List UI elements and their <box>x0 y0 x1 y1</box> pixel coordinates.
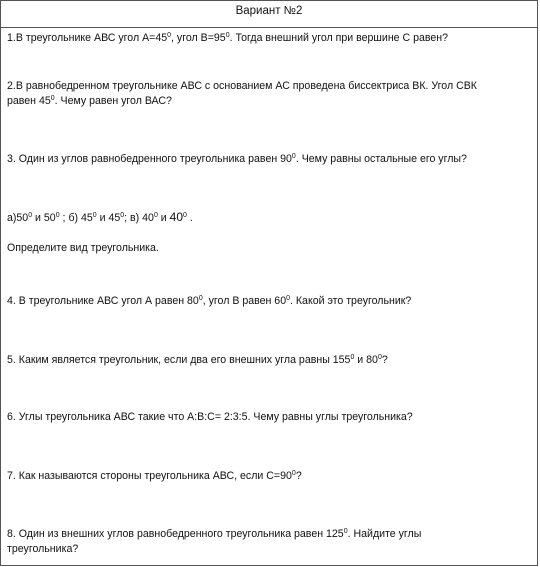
question-8: 8. Один из внешних углов равнобедренного треугольника равен $125^0$. Найдите углы треугольника? <box>7 528 422 555</box>
question-2: 2.В равнобедренном треугольнике АВС с основанием АС проведена биссектриса ВК. Угол СВК равен $45^0$. Чему равен угол ВАС? <box>7 80 477 107</box>
answer-options: $а)50^0$ и $50^0$ ; б) $45^0$ и $45^0$; в) $40^0$ и $40^0$ . <box>7 210 193 224</box>
question-3: 3. Один из углов равнобедренного треугольника равен $90^0$. Чему равны остальные его углы? <box>7 153 467 165</box>
variant-title: Вариант №2 <box>235 5 303 17</box>
question-5: 5. Каким является треугольник, если два его внешних угла равны $155^0$ и $80^0$? <box>7 354 388 366</box>
question-6: 6. Углы треугольника АВС такие что А:В:С= 2:3:5. Чему равны углы треугольника? <box>7 411 413 423</box>
worksheet-header <box>1 1 537 28</box>
question-1: 1.В треугольнике АВС угол $А=45^0$, угол $В=95^0$. Тогда внешний угол при вершине С равен? <box>7 32 449 44</box>
question-4: 4. В треугольнике АВС угол А равен $80^0$, угол В равен $60^0$. Какой это треугольник? <box>7 295 412 307</box>
task-instruction: Определите вид треугольника. <box>7 242 159 254</box>
question-7: 7. Как называются стороны треугольника АВС, если $С=90^0$? <box>7 470 302 482</box>
